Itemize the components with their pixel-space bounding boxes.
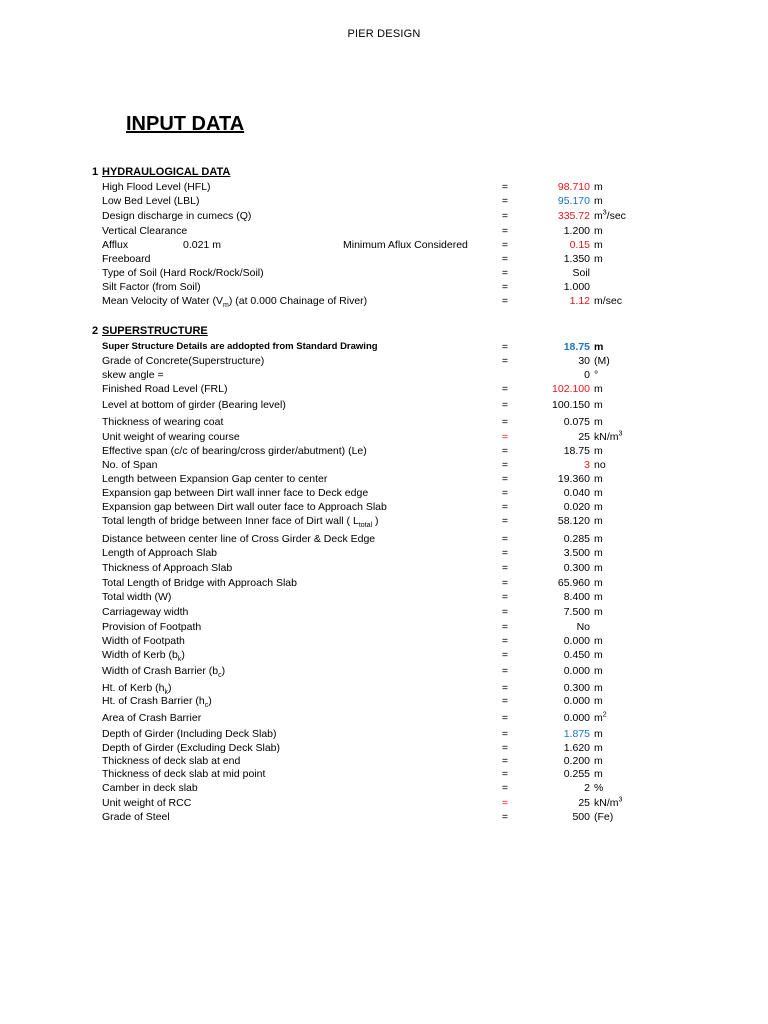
row-unit: m (594, 239, 603, 251)
row-unit: m (594, 695, 603, 707)
row-label: Finished Road Level (FRL) (102, 383, 228, 395)
row-unit: m (594, 768, 603, 780)
table-row (0, 664, 768, 678)
table-row (0, 561, 768, 575)
row-label: Thickness of deck slab at end (102, 755, 241, 767)
row-label: Thickness of deck slab at mid point (102, 768, 266, 780)
row-label: skew angle = (102, 369, 164, 381)
row-unit: m (594, 682, 603, 694)
row-label: Expansion gap between Dirt wall outer face to Approach Slab (102, 501, 387, 513)
row-unit: (Fe) (594, 811, 614, 823)
row-unit: m (594, 253, 603, 265)
row-unit: m (594, 383, 603, 395)
table-row (0, 634, 768, 648)
section-number: 1 (92, 166, 99, 178)
table-row (0, 368, 768, 382)
row-label: Freeboard (102, 253, 151, 265)
row-label: Mean Velocity of Water $(V_m)$ (at 0.000 Chainage of River) (102, 295, 368, 310)
row-label: Level at bottom of girder (Bearing level) (102, 399, 286, 411)
equals-sign: = (501, 621, 509, 633)
row-value: 18.75 (563, 341, 590, 353)
row-label: Total length of bridge between Inner face of Dirt wall ( $L_{total}$ ) (102, 515, 379, 530)
row-label: Expansion gap between Dirt wall inner face to Deck edge (102, 487, 369, 499)
table-row (0, 648, 768, 662)
label-subscript: k (177, 656, 182, 664)
table-row (0, 754, 768, 768)
equals-sign: = (501, 562, 509, 574)
row-unit: m (594, 635, 603, 647)
row-label: Ht. of Kerb $(h_k)$ (102, 682, 172, 697)
row-value: 0.255 (563, 768, 590, 780)
table-row (0, 194, 768, 208)
table-row (0, 781, 768, 795)
equals-sign: = (501, 383, 509, 395)
equals-sign: = (501, 295, 509, 307)
table-row (0, 430, 768, 444)
row-unit: m (594, 665, 603, 677)
row-unit: m (594, 501, 603, 513)
row-value: 1.620 (563, 742, 590, 754)
row-label: Unit weight of wearing course (102, 431, 240, 443)
unit-superscript: 3 (618, 796, 623, 804)
afflux-note: Minimum Aflux Considered (343, 239, 468, 251)
table-row (0, 486, 768, 500)
equals-sign: = (501, 225, 509, 237)
equals-sign: = (501, 416, 509, 428)
table-row (0, 209, 768, 223)
unit-superscript: 2 (602, 711, 607, 719)
row-value: 0.000 (563, 665, 590, 677)
row-unit: m (594, 547, 603, 559)
table-row (0, 238, 768, 252)
row-label: Area of Crash Barrier (102, 712, 202, 724)
row-value: 0.285 (563, 533, 590, 545)
table-row (0, 472, 768, 486)
row-value: 0.020 (563, 501, 590, 513)
row-label: Vertical Clearance (102, 225, 188, 237)
table-row (0, 252, 768, 266)
row-unit: m (594, 728, 603, 740)
row-value: 2 (584, 782, 590, 794)
table-row (0, 727, 768, 741)
row-label: Depth of Girder (Including Deck Slab) (102, 728, 277, 740)
table-row (0, 458, 768, 472)
table-row (0, 398, 768, 412)
row-label: Thickness of wearing coat (102, 416, 224, 428)
row-label: Length between Expansion Gap center to center (102, 473, 328, 485)
label-subscript: m (223, 302, 229, 310)
row-unit: m (594, 742, 603, 754)
row-value: 30 (578, 355, 590, 367)
equals-sign: = (501, 782, 509, 794)
table-row (0, 224, 768, 238)
equals-sign: = (501, 267, 509, 279)
row-value: 25 (578, 431, 590, 443)
row-unit: m (594, 606, 603, 618)
row-value: 0.000 (563, 635, 590, 647)
equals-sign: = (501, 665, 509, 677)
page-header: PIER DESIGN (347, 28, 421, 40)
equals-sign: = (501, 811, 509, 823)
table-row (0, 266, 768, 280)
row-value: Soil (572, 267, 590, 279)
row-label: Length of Approach Slab (102, 547, 218, 559)
row-unit: m (594, 487, 603, 499)
equals-sign: = (501, 515, 509, 527)
equals-sign: = (501, 768, 509, 780)
row-value: 100.150 (552, 399, 590, 411)
row-unit: m (594, 181, 603, 193)
row-value: 1.000 (563, 281, 590, 293)
row-unit: m (594, 416, 603, 428)
row-label: High Flood Level (HFL) (102, 181, 211, 193)
row-unit: m (594, 195, 603, 207)
table-row (0, 741, 768, 755)
equals-sign: = (501, 210, 509, 222)
label-subscript: c (204, 702, 209, 710)
row-label: Low Bed Level (LBL) (102, 195, 200, 207)
table-row (0, 514, 768, 528)
row-value: 95.170 (557, 195, 590, 207)
row-value: 1.200 (563, 225, 590, 237)
row-value: 102.100 (552, 383, 590, 395)
table-row (0, 767, 768, 781)
equals-sign: = (501, 459, 509, 471)
row-unit: m (594, 533, 603, 545)
row-label: Super Structure Details are addopted from Standard Drawing (102, 341, 378, 352)
equals-sign: = (501, 487, 509, 499)
row-value: 1.12 (569, 295, 590, 307)
row-label: Thickness of Approach Slab (102, 562, 233, 574)
row-value: 0 (584, 369, 590, 381)
row-unit: m (594, 649, 603, 661)
row-unit: m (594, 225, 603, 237)
row-label: Grade of Steel (102, 811, 170, 823)
row-unit: m (594, 473, 603, 485)
row-label: Depth of Girder (Excluding Deck Slab) (102, 742, 280, 754)
table-row (0, 294, 768, 308)
table-row (0, 180, 768, 194)
equals-sign: = (501, 533, 509, 545)
table-row (0, 415, 768, 429)
equals-sign: = (501, 195, 509, 207)
equals-sign: = (501, 695, 509, 707)
unit-superscript: 3 (602, 209, 607, 217)
row-label: Type of Soil (Hard Rock/Rock/Soil) (102, 267, 264, 279)
row-value: 0.450 (563, 649, 590, 661)
table-row (0, 711, 768, 725)
equals-sign: = (501, 281, 509, 293)
page-title: INPUT DATA (126, 113, 245, 135)
table-row (0, 354, 768, 368)
row-value: 0.300 (563, 562, 590, 574)
row-label: Ht. of Crash Barrier $(h_c)$ (102, 695, 212, 710)
row-unit: m (594, 445, 603, 457)
row-value: 0.075 (563, 416, 590, 428)
row-unit: $m^2$ (594, 711, 607, 724)
row-unit: m (594, 577, 603, 589)
table-row (0, 444, 768, 458)
table-row (0, 810, 768, 824)
row-value: 0.000 (563, 695, 590, 707)
equals-sign: = (501, 635, 509, 647)
row-label: Afflux (102, 239, 129, 251)
row-unit: m (594, 562, 603, 574)
table-row (0, 620, 768, 634)
equals-sign: = (501, 355, 509, 367)
table-row (0, 382, 768, 396)
row-value: 58.120 (557, 515, 590, 527)
unit-superscript: 3 (618, 430, 623, 438)
row-label: Effective span (c/c of bearing/cross girder/abutment) (Le) (102, 445, 367, 457)
row-value: 3.500 (563, 547, 590, 559)
equals-sign: = (501, 445, 509, 457)
row-label: Total Length of Bridge with Approach Slab (102, 577, 297, 589)
row-unit: m/sec (594, 295, 623, 307)
row-value: 98.710 (557, 181, 590, 193)
table-row (0, 280, 768, 294)
row-value: 0.200 (563, 755, 590, 767)
equals-sign: = (501, 742, 509, 754)
section-title: SUPERSTRUCTURE (102, 325, 208, 337)
table-row (0, 576, 768, 590)
equals-sign: = (501, 181, 509, 193)
section-heading-hydraulogical (92, 166, 230, 178)
equals-sign: = (501, 431, 509, 443)
row-unit: ° (594, 369, 599, 381)
table-row (0, 694, 768, 708)
label-subscript: k (164, 689, 168, 697)
afflux-value: 0.021 m (183, 239, 221, 251)
row-label: Width of Crash Barrier $(b_c)$ (102, 665, 226, 680)
row-value: 3 (584, 459, 590, 471)
row-value: 0.040 (563, 487, 590, 499)
equals-sign: = (501, 649, 509, 661)
equals-sign: = (501, 728, 509, 740)
section-title: HYDRAULOGICAL DATA (102, 166, 231, 178)
equals-sign: = (501, 755, 509, 767)
table-row (0, 340, 768, 354)
row-value: 65.960 (557, 577, 590, 589)
row-value: 0.15 (569, 239, 590, 251)
row-value: 19.360 (557, 473, 590, 485)
row-value: 7.500 (563, 606, 590, 618)
row-unit: $kN/m^3$ (594, 796, 623, 809)
table-row (0, 532, 768, 546)
row-label: Camber in deck slab (102, 782, 198, 794)
row-label: Design discharge in cumecs (Q) (102, 210, 252, 222)
table-row (0, 500, 768, 514)
equals-sign: = (501, 797, 509, 809)
table-row (0, 796, 768, 810)
table-row (0, 590, 768, 604)
row-label: Unit weight of RCC (102, 797, 192, 809)
row-unit: % (594, 782, 604, 794)
equals-sign: = (501, 577, 509, 589)
row-label: Silt Factor (from Soil) (102, 281, 201, 293)
label-subscript: total (358, 522, 373, 530)
row-value: 1.875 (563, 728, 590, 740)
row-label: Grade of Concrete(Superstructure) (102, 355, 265, 367)
equals-sign: = (501, 501, 509, 513)
row-value: 1.350 (563, 253, 590, 265)
row-value: 18.75 (563, 445, 590, 457)
row-label: Width of Footpath (102, 635, 185, 647)
row-unit: $kN/m^3$ (594, 430, 623, 443)
section-heading-superstructure (92, 325, 208, 337)
row-unit: m (594, 515, 603, 527)
row-unit: m (594, 399, 603, 411)
row-unit: m (594, 591, 603, 603)
equals-sign: = (501, 239, 509, 251)
table-row (0, 546, 768, 560)
row-value: 500 (572, 811, 590, 823)
row-unit: no (594, 459, 606, 471)
table-row (0, 605, 768, 619)
row-value: No (576, 621, 590, 633)
row-unit: m (594, 341, 604, 353)
row-unit: m (594, 755, 603, 767)
equals-sign: = (501, 682, 509, 694)
row-label: Provision of Footpath (102, 621, 202, 633)
row-label: Width of Kerb $(b_k)$ (102, 649, 185, 664)
table-row (0, 681, 768, 695)
row-value: 0.000 (563, 712, 590, 724)
row-value: 335.72 (557, 210, 590, 222)
row-label: No. of Span (102, 459, 158, 471)
equals-sign: = (501, 712, 509, 724)
equals-sign: = (501, 253, 509, 265)
row-value: 8.400 (563, 591, 590, 603)
row-unit: $m^3/\sec$ (594, 209, 626, 222)
row-label: Distance between center line of Cross Girder & Deck Edge (102, 533, 376, 545)
equals-sign: = (501, 547, 509, 559)
equals-sign: = (501, 591, 509, 603)
row-label: Carriageway width (102, 606, 189, 618)
row-value: 0.300 (563, 682, 590, 694)
equals-sign: = (501, 341, 509, 353)
equals-sign: = (501, 473, 509, 485)
section-number: 2 (92, 325, 99, 337)
equals-sign: = (501, 606, 509, 618)
label-subscript: c (218, 672, 222, 680)
equals-sign: = (501, 399, 509, 411)
row-value: 25 (578, 797, 590, 809)
row-unit: (M) (594, 355, 610, 367)
row-label: Total width (W) (102, 591, 172, 603)
